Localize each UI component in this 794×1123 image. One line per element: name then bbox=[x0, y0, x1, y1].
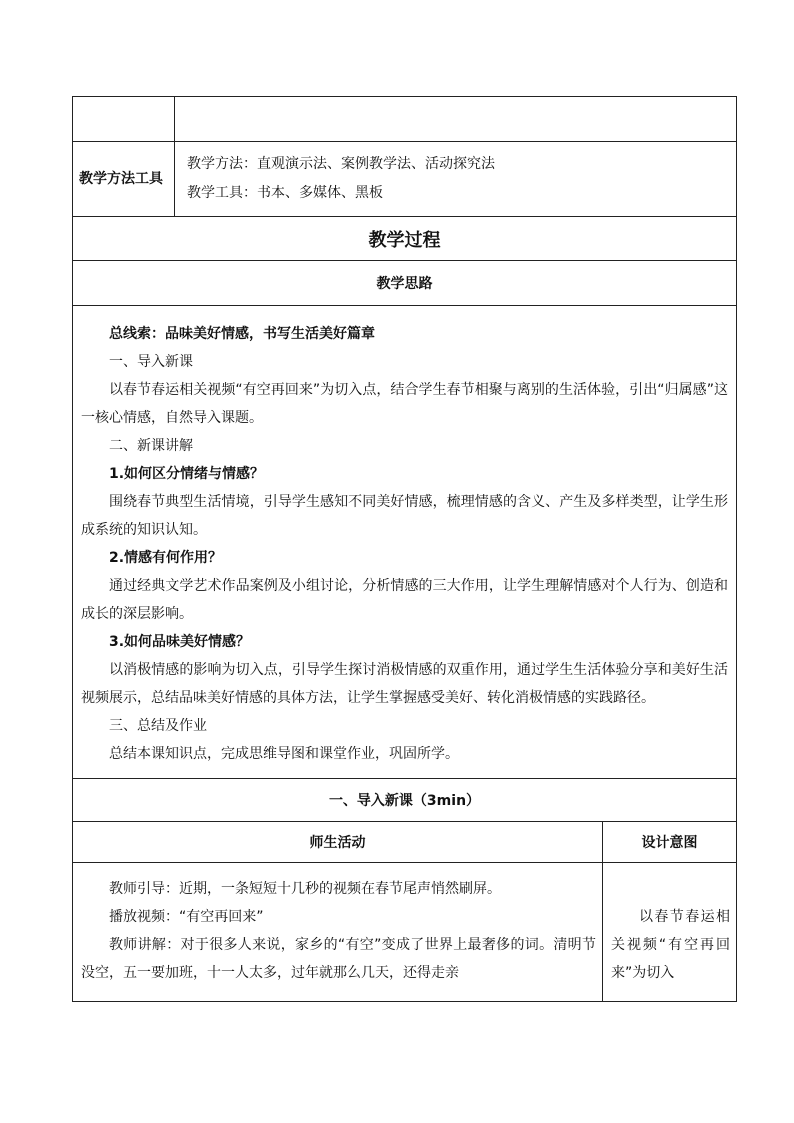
activity-line-3: 教师讲解：对于很多人来说，家乡的“有空”变成了世界上最奢侈的词。清明节没空，五一要加班，十一人太多，过年就那么几天，还得走亲 bbox=[81, 937, 596, 981]
activity-column-header: 师生活动 bbox=[73, 822, 603, 863]
empty-label-cell bbox=[73, 97, 175, 142]
question2-heading: 2.情感有何作用？ bbox=[109, 550, 223, 566]
question1-text: 围绕春节典型生活情境，引导学生感知不同美好情感，梳理情感的含义、产生及多样类型，让学生形成系统的知识认知。 bbox=[81, 494, 728, 538]
question3-heading: 3.如何品味美好情感？ bbox=[109, 634, 251, 650]
summary-cell bbox=[73, 306, 737, 779]
teaching-tools: 教学工具：书本、多媒体、黑板 bbox=[187, 185, 383, 201]
summary-row bbox=[73, 306, 737, 779]
teaching-methods: 教学方法：直观演示法、案例教学法、活动探究法 bbox=[187, 156, 495, 172]
activity-line-2: 播放视频：“有空再回来” bbox=[109, 909, 264, 925]
section1-title-row bbox=[73, 779, 737, 822]
method-tools-row bbox=[73, 142, 737, 217]
part2-heading: 二、新课讲解 bbox=[109, 438, 193, 454]
idea-title-row bbox=[73, 261, 737, 306]
process-title: 教学过程 bbox=[73, 217, 737, 261]
part3-heading: 三、总结及作业 bbox=[109, 718, 207, 734]
part1-heading: 一、导入新课 bbox=[109, 354, 193, 370]
method-tools-content bbox=[175, 142, 737, 217]
question3-text: 以消极情感的影响为切入点，引导学生探讨消极情感的双重作用，通过学生生活体验分享和美好生活视频展示，总结品味美好情感的具体方法，让学生掌握感受美好、转化消极情感的实践路径。 bbox=[81, 662, 728, 706]
lesson-plan-table bbox=[72, 96, 737, 1002]
empty-row bbox=[73, 97, 737, 142]
process-title-row bbox=[73, 217, 737, 261]
design-intent-text: 以春节春运相关视频“有空再回来”为切入 bbox=[611, 909, 730, 981]
activity-cell bbox=[73, 863, 603, 1002]
activity-line-1: 教师引导：近期，一条短短十几秒的视频在春节尾声悄然刷屏。 bbox=[109, 881, 501, 897]
activity-row bbox=[73, 863, 737, 1002]
part3-text: 总结本课知识点，完成思维导图和课堂作业，巩固所学。 bbox=[109, 746, 459, 762]
part1-text: 以春节春运相关视频“有空再回来”为切入点，结合学生春节相聚与离别的生活体验，引出“归属感”这一核心情感，自然导入课题。 bbox=[81, 382, 728, 426]
section1-title: 一、导入新课（3min） bbox=[73, 779, 737, 822]
question2-text: 通过经典文学艺术作品案例及小组讨论，分析情感的三大作用，让学生理解情感对个人行为、创造和成长的深层影响。 bbox=[81, 578, 728, 622]
lesson-plan-sheet bbox=[72, 96, 736, 1002]
design-intent-cell bbox=[603, 863, 737, 1002]
column-header-row bbox=[73, 822, 737, 863]
method-tools-label: 教学方法工具 bbox=[73, 142, 175, 217]
mainline-heading: 总线索：品味美好情感，书写生活美好篇章 bbox=[109, 326, 375, 342]
idea-title: 教学思路 bbox=[73, 261, 737, 306]
design-column-header: 设计意图 bbox=[603, 822, 737, 863]
empty-content-cell bbox=[175, 97, 737, 142]
question1-heading: 1.如何区分情绪与情感？ bbox=[109, 466, 265, 482]
